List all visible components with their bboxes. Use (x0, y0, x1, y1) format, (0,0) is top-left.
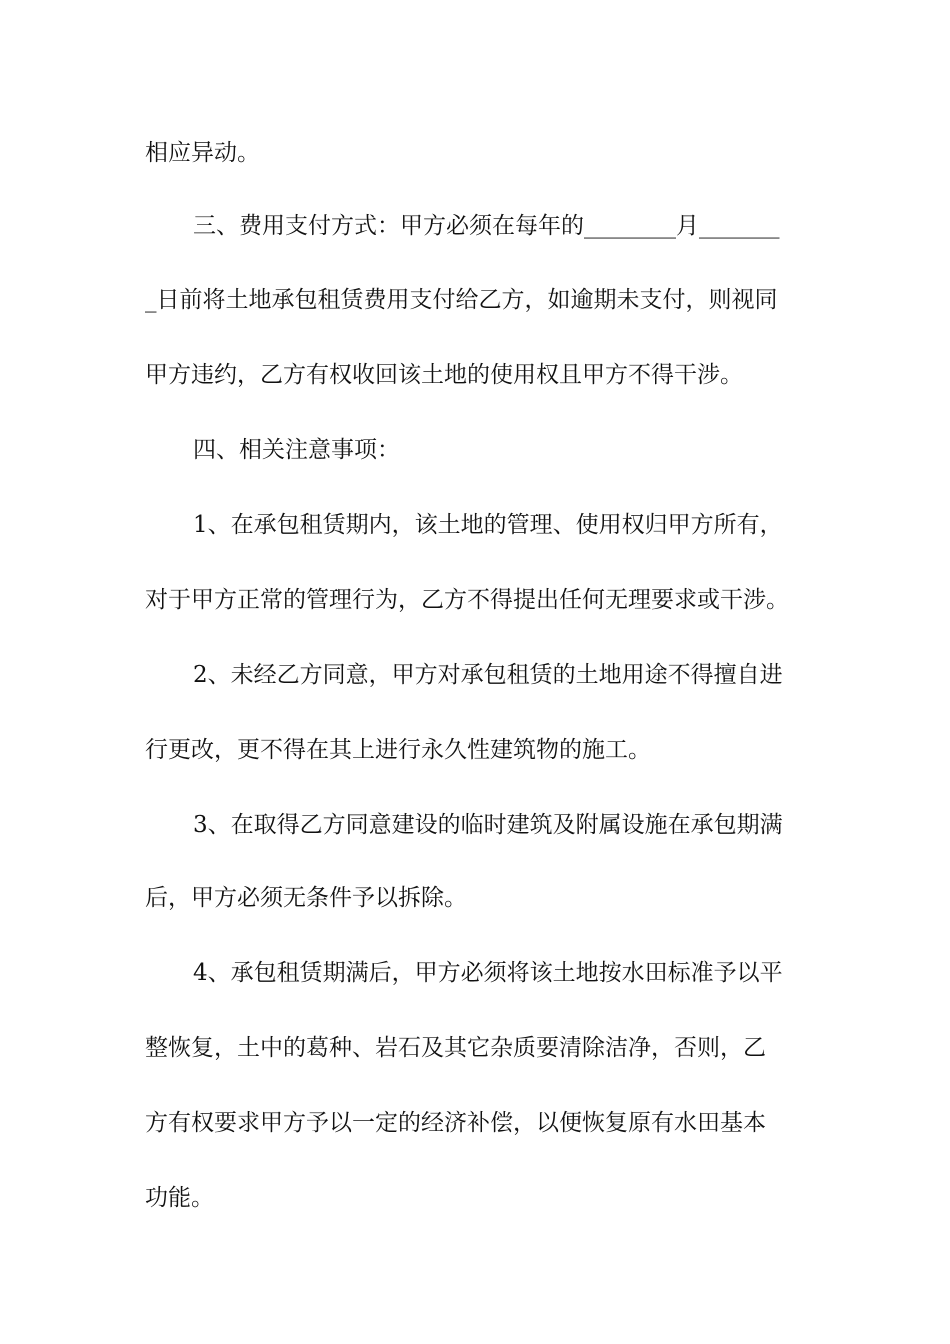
text-line: 后，甲方必须无条件予以拆除。 (145, 885, 467, 911)
clause-3-heading-line: 三、费用支付方式：甲方必须在每年的________月_______ (193, 213, 780, 239)
text-line: 整恢复，土中的葛种、岩石及其它杂质要清除洁净，否则，乙 (145, 1035, 766, 1061)
item-2-line: 2、未经乙方同意，甲方对承包租赁的土地用途不得擅自进 (193, 662, 783, 688)
text-line: 方有权要求甲方予以一定的经济补偿，以便恢复原有水田基本 (145, 1110, 766, 1136)
clause-4-heading: 四、相关注意事项： (193, 437, 400, 463)
text-line: 相应异动。 (145, 140, 260, 166)
item-4-line: 4、承包租赁期满后，甲方必须将该土地按水田标准予以平 (193, 960, 783, 986)
item-1-line: 1、在承包租赁期内，该土地的管理、使用权归甲方所有， (193, 512, 783, 538)
item-3-line: 3、在取得乙方同意建设的临时建筑及附属设施在承包期满 (193, 812, 783, 838)
text-line: 对于甲方正常的管理行为，乙方不得提出任何无理要求或干涉。 (145, 587, 789, 613)
text-line: 行更改，更不得在其上进行永久性建筑物的施工。 (145, 737, 651, 763)
text-line: 甲方违约，乙方有权收回该土地的使用权且甲方不得干涉。 (145, 362, 743, 388)
text-line: _日前将土地承包租赁费用支付给乙方，如逾期未支付，则视同 (145, 287, 778, 313)
text-line: 功能。 (145, 1185, 214, 1211)
